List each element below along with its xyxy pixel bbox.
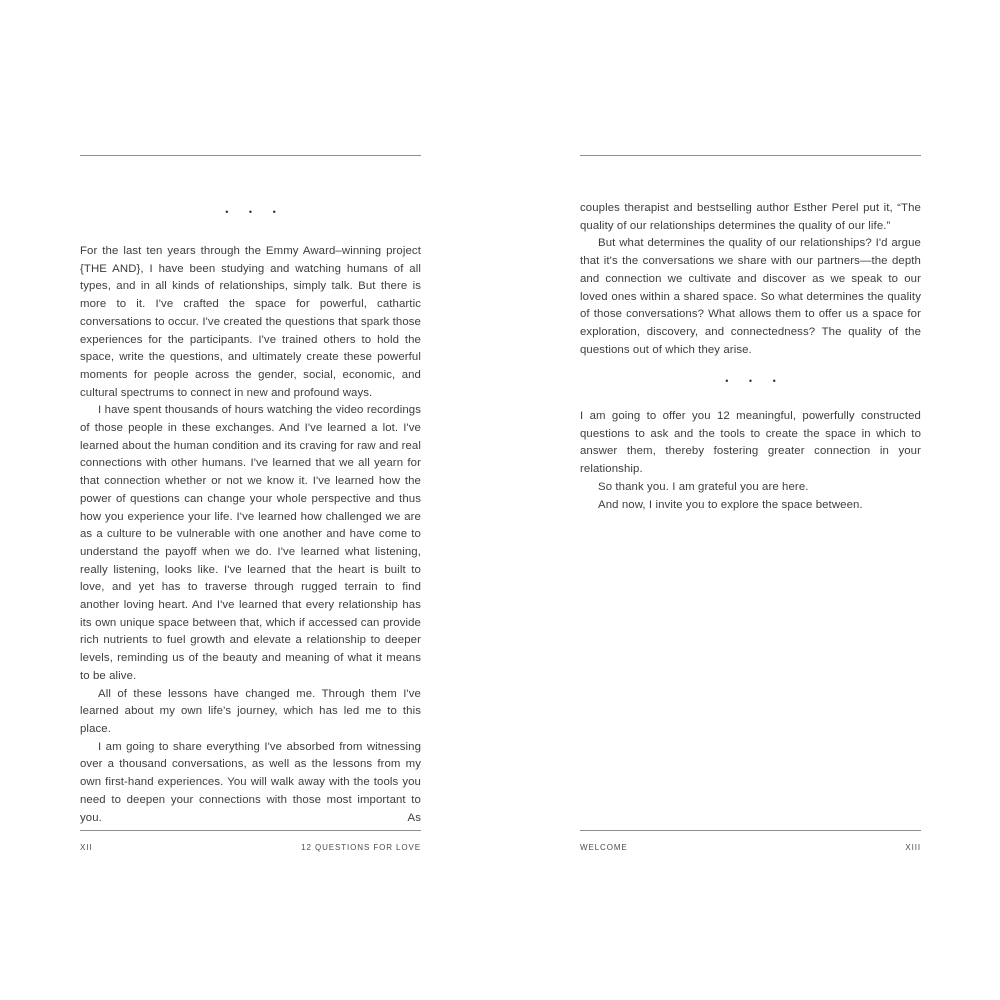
left-page-top-rule bbox=[80, 155, 421, 156]
paragraph: And now, I invite you to explore the space between. bbox=[598, 498, 863, 511]
paragraph: I am going to share everything I've absorbed from witnessing over a thousand conversations, as well as the lessons from my own first-hand experiences. You will walk away with the tools you need to deepen your connections with those most important to you. As bbox=[80, 740, 421, 824]
paragraph: But what determines the quality of our relationships? I'd argue that it's the conversations we share with our partners—the depth and connection we cultivate and discover as we speak to our loved ones within a shared space. So what determines the quality of those conversations? What allows them to offer us a space for exploration, discovery, and connectedness? The quality of the questions out of which they arise. bbox=[580, 237, 921, 356]
right-page-body-text-bottom bbox=[580, 408, 921, 514]
paragraph: All of these lessons have changed me. Through them I've learned about my own life's journey, which has led me to this place. bbox=[80, 687, 421, 735]
page-number: XIII bbox=[905, 843, 921, 852]
paragraph: For the last ten years through the Emmy Award–winning project {THE AND}, I have been studying and watching humans of all types, and in all kinds of relationships, simply talk. But there is more to it. I've crafted the space for powerful, cathartic conversations to occur. I've created the questions that spark those experiences for the participants. I've trained others to hold the space, write the questions, and ultimately create these powerful moments for people across the gender, social, economic, and cultural spectrums to connect in new and profound ways. bbox=[80, 245, 421, 399]
paragraph: couples therapist and bestselling author Esther Perel put it, “The quality of our relationships determines the quality of our life.” bbox=[580, 202, 921, 232]
running-title: WELCOME bbox=[580, 843, 628, 852]
right-page-section-ornament: • • • bbox=[725, 376, 785, 386]
paragraph: I am going to offer you 12 meaningful, powerfully constructed questions to ask and the tools to create the space in which to answer them, thereby fostering greater connection in your relationship. bbox=[580, 410, 921, 476]
left-page-section-ornament: • • • bbox=[225, 207, 285, 217]
paragraph: So thank you. I am grateful you are here. bbox=[598, 480, 809, 493]
right-page-footer bbox=[580, 843, 921, 853]
right-page bbox=[580, 0, 921, 1000]
running-title: 12 QUESTIONS FOR LOVE bbox=[301, 843, 421, 852]
paragraph: I have spent thousands of hours watching the video recordings of those people in these exchanges. And I've learned a lot. I've learned about the human condition and its craving for raw and real connections with other humans. I've learned that we all yearn for that connection whether or not we know it. I've learned how the power of questions can change your whole perspective and thus how you experience your life. I've learned how challenged we are as a culture to be vulnerable with one another and have come to understand the payoff when we do. I've learned what listening, really listening, looks like. I've learned that the heart is built to love, and yet has to traverse through rugged terrain to find another loving heart. And I've learned that every relationship has its own unique space between that, which if accessed can provide rich nutrients to fuel growth and elevate a relationship to deeper levels, reminding us of the beauty and meaning of what it means to be alive. bbox=[80, 404, 421, 682]
right-page-bottom-rule bbox=[580, 830, 921, 831]
right-page-body-text-top bbox=[580, 200, 921, 359]
left-page-footer bbox=[80, 843, 421, 853]
left-page-body-text bbox=[80, 243, 421, 827]
right-page-top-rule bbox=[580, 155, 921, 156]
left-page-bottom-rule bbox=[80, 830, 421, 831]
left-page bbox=[80, 0, 421, 1000]
page-number: XII bbox=[80, 843, 93, 852]
